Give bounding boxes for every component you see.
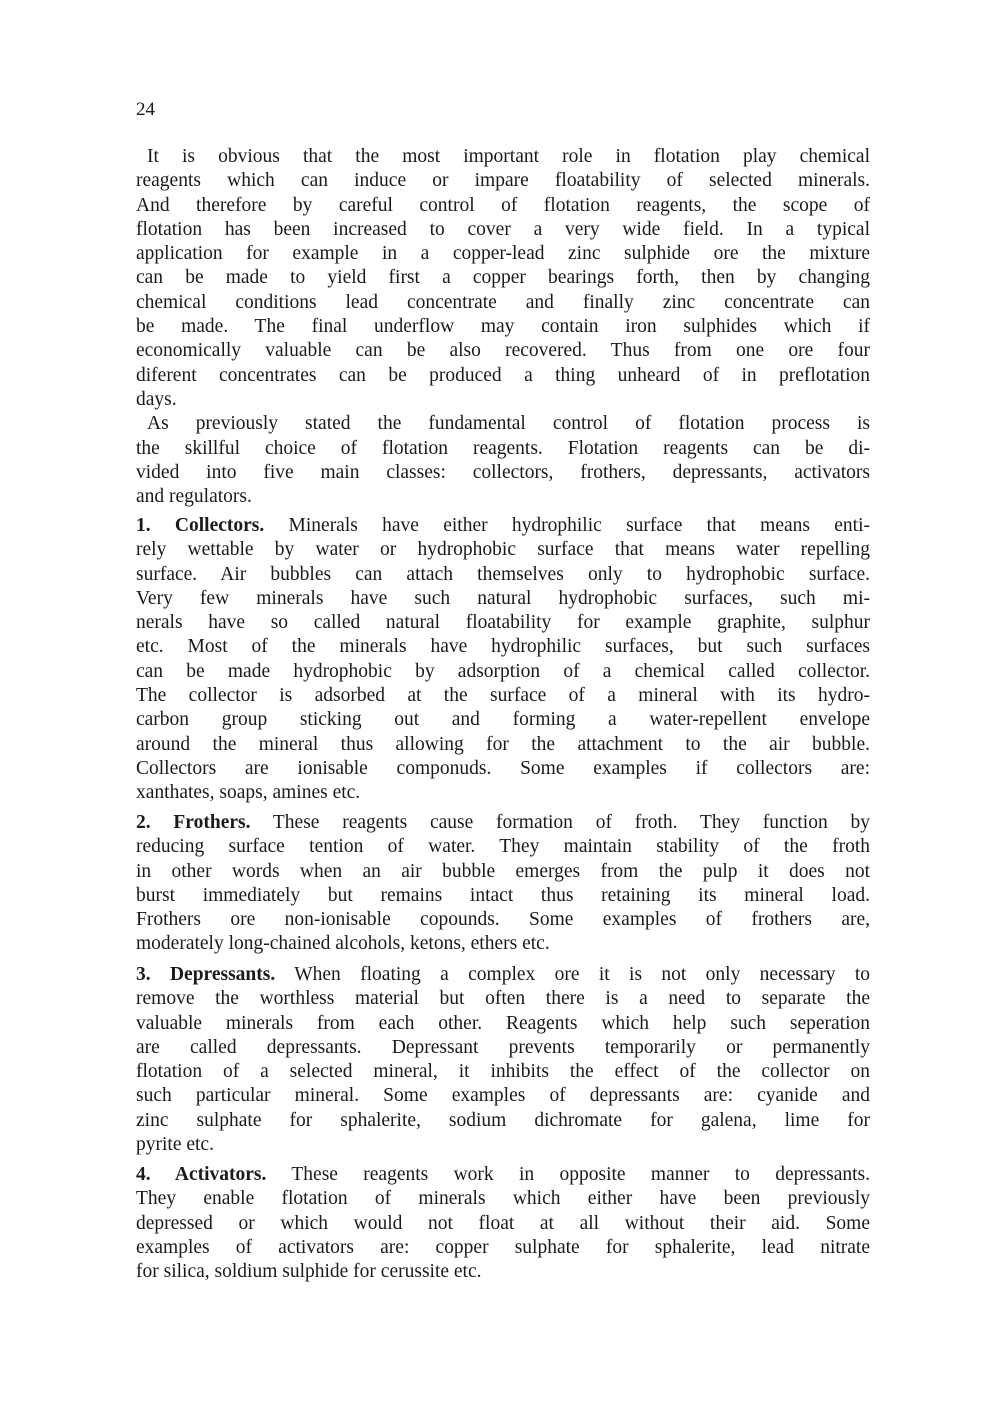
- text-line: in other words when an air bubble emerges from the pulp it does not: [136, 860, 870, 882]
- text-line: flotation of a selected mineral, it inhibits the effect of the collector on: [136, 1061, 870, 1083]
- text-line: zinc sulphate for sphalerite, sodium dichromate for galena, lime for: [136, 1109, 870, 1131]
- section-activators: [136, 1163, 870, 1284]
- text-line: nerals have so called natural floatability for example graphite, sulphur: [136, 612, 870, 634]
- text-line: etc. Most of the minerals have hydrophilic surfaces, but such surfaces: [136, 636, 870, 658]
- text-line: diferent concentrates can be produced a thing unheard of in preflotation: [136, 364, 870, 386]
- text-line: economically valuable can be also recovered. Thus from one ore four: [136, 340, 870, 362]
- text-line: are called depressants. Depressant prevents temporarily or permanently: [136, 1036, 870, 1058]
- text-line: examples of activators are: copper sulphate for sphalerite, lead nitrate: [136, 1236, 870, 1258]
- section-depressants: [136, 963, 870, 1157]
- text-line: valuable minerals from each other. Reagents which help such seperation: [136, 1012, 870, 1034]
- text-line: flotation has been increased to cover a very wide field. In a typical: [136, 218, 870, 240]
- text-line: Very few minerals have such natural hydrophobic surfaces, such mi-: [136, 587, 870, 609]
- text-line: xanthates, soaps, amines etc.: [136, 782, 361, 804]
- text-line: chemical conditions lead concentrate and finally zinc concentrate can: [136, 291, 870, 313]
- text-line: remove the worthless material but often there is a need to separate the: [136, 988, 870, 1010]
- section-frothers: [136, 811, 870, 957]
- section-heading-activators: 4. Activators.: [136, 1164, 267, 1185]
- text-line: for silica, soldium sulphide for cerussite etc.: [136, 1261, 482, 1283]
- page-number: 24: [136, 99, 155, 120]
- text-line: be made. The final underflow may contain iron sulphides which if: [136, 316, 870, 338]
- text-line: rely wettable by water or hydrophobic surface that means water repelling: [136, 539, 870, 561]
- text-line: The collector is adsorbed at the surface of a mineral with its hydro-: [136, 685, 870, 707]
- text-line: moderately long-chained alcohols, ketons, ethers etc.: [136, 933, 550, 955]
- text-line: As previously stated the fundamental control of flotation process is: [147, 413, 870, 435]
- text-line: application for example in a copper-lead zinc sulphide ore the mixture: [136, 243, 870, 265]
- section-heading-frothers: 2. Frothers.: [136, 812, 251, 833]
- text-line: 3. Depressants. When floating a complex ore it is not only necessary to: [136, 964, 870, 985]
- text-line: Collectors are ionisable componuds. Some examples if collectors are:: [136, 757, 870, 779]
- section-collectors: [136, 514, 870, 806]
- text-line: such particular mineral. Some examples of depressants are: cyanide and: [136, 1085, 870, 1107]
- text-line: depressed or which would not float at all without their aid. Some: [136, 1212, 870, 1234]
- text-line: the skillful choice of flotation reagents. Flotation reagents can be di-: [136, 437, 870, 459]
- text-line: vided into five main classes: collectors, frothers, depressants, activators: [136, 461, 870, 483]
- text-line: burst immediately but remains intact thus retaining its mineral load.: [136, 884, 870, 906]
- text-line: can be made hydrophobic by adsorption of a chemical called collector.: [136, 660, 870, 682]
- text-line: 2. Frothers. These reagents cause formation of froth. They function by: [136, 812, 870, 833]
- section-heading-collectors: 1. Collectors.: [136, 515, 265, 536]
- text-line: And therefore by careful control of flotation reagents, the scope of: [136, 194, 870, 216]
- text-line: It is obvious that the most important role in flotation play chemical: [147, 146, 870, 167]
- text-line: can be made to yield first a copper bearings forth, then by changing: [136, 267, 870, 289]
- text-line: reagents which can induce or impare floatability of selected minerals.: [136, 170, 870, 192]
- text-line: around the mineral thus allowing for the attachment to the air bubble.: [136, 733, 870, 755]
- text-line: 4. Activators. These reagents work in opposite manner to depressants.: [136, 1164, 870, 1185]
- text-line: and regulators.: [136, 486, 252, 508]
- text-line: surface. Air bubbles can attach themselves only to hydrophobic surface.: [136, 563, 870, 585]
- text-line: 1. Collectors. Minerals have either hydrophilic surface that means enti-: [136, 515, 870, 536]
- paragraph-intro: [136, 145, 870, 509]
- text-line: Frothers ore non-ionisable copounds. Some examples of frothers are,: [136, 909, 870, 931]
- text-line: They enable flotation of minerals which either have been previously: [136, 1188, 870, 1210]
- text-line: days.: [136, 388, 177, 410]
- text-line: reducing surface tention of water. They maintain stability of the froth: [136, 836, 870, 858]
- text-line: carbon group sticking out and forming a water-repellent envelope: [136, 709, 870, 731]
- text-line: pyrite etc.: [136, 1134, 214, 1156]
- section-heading-depressants: 3. Depressants.: [136, 964, 276, 985]
